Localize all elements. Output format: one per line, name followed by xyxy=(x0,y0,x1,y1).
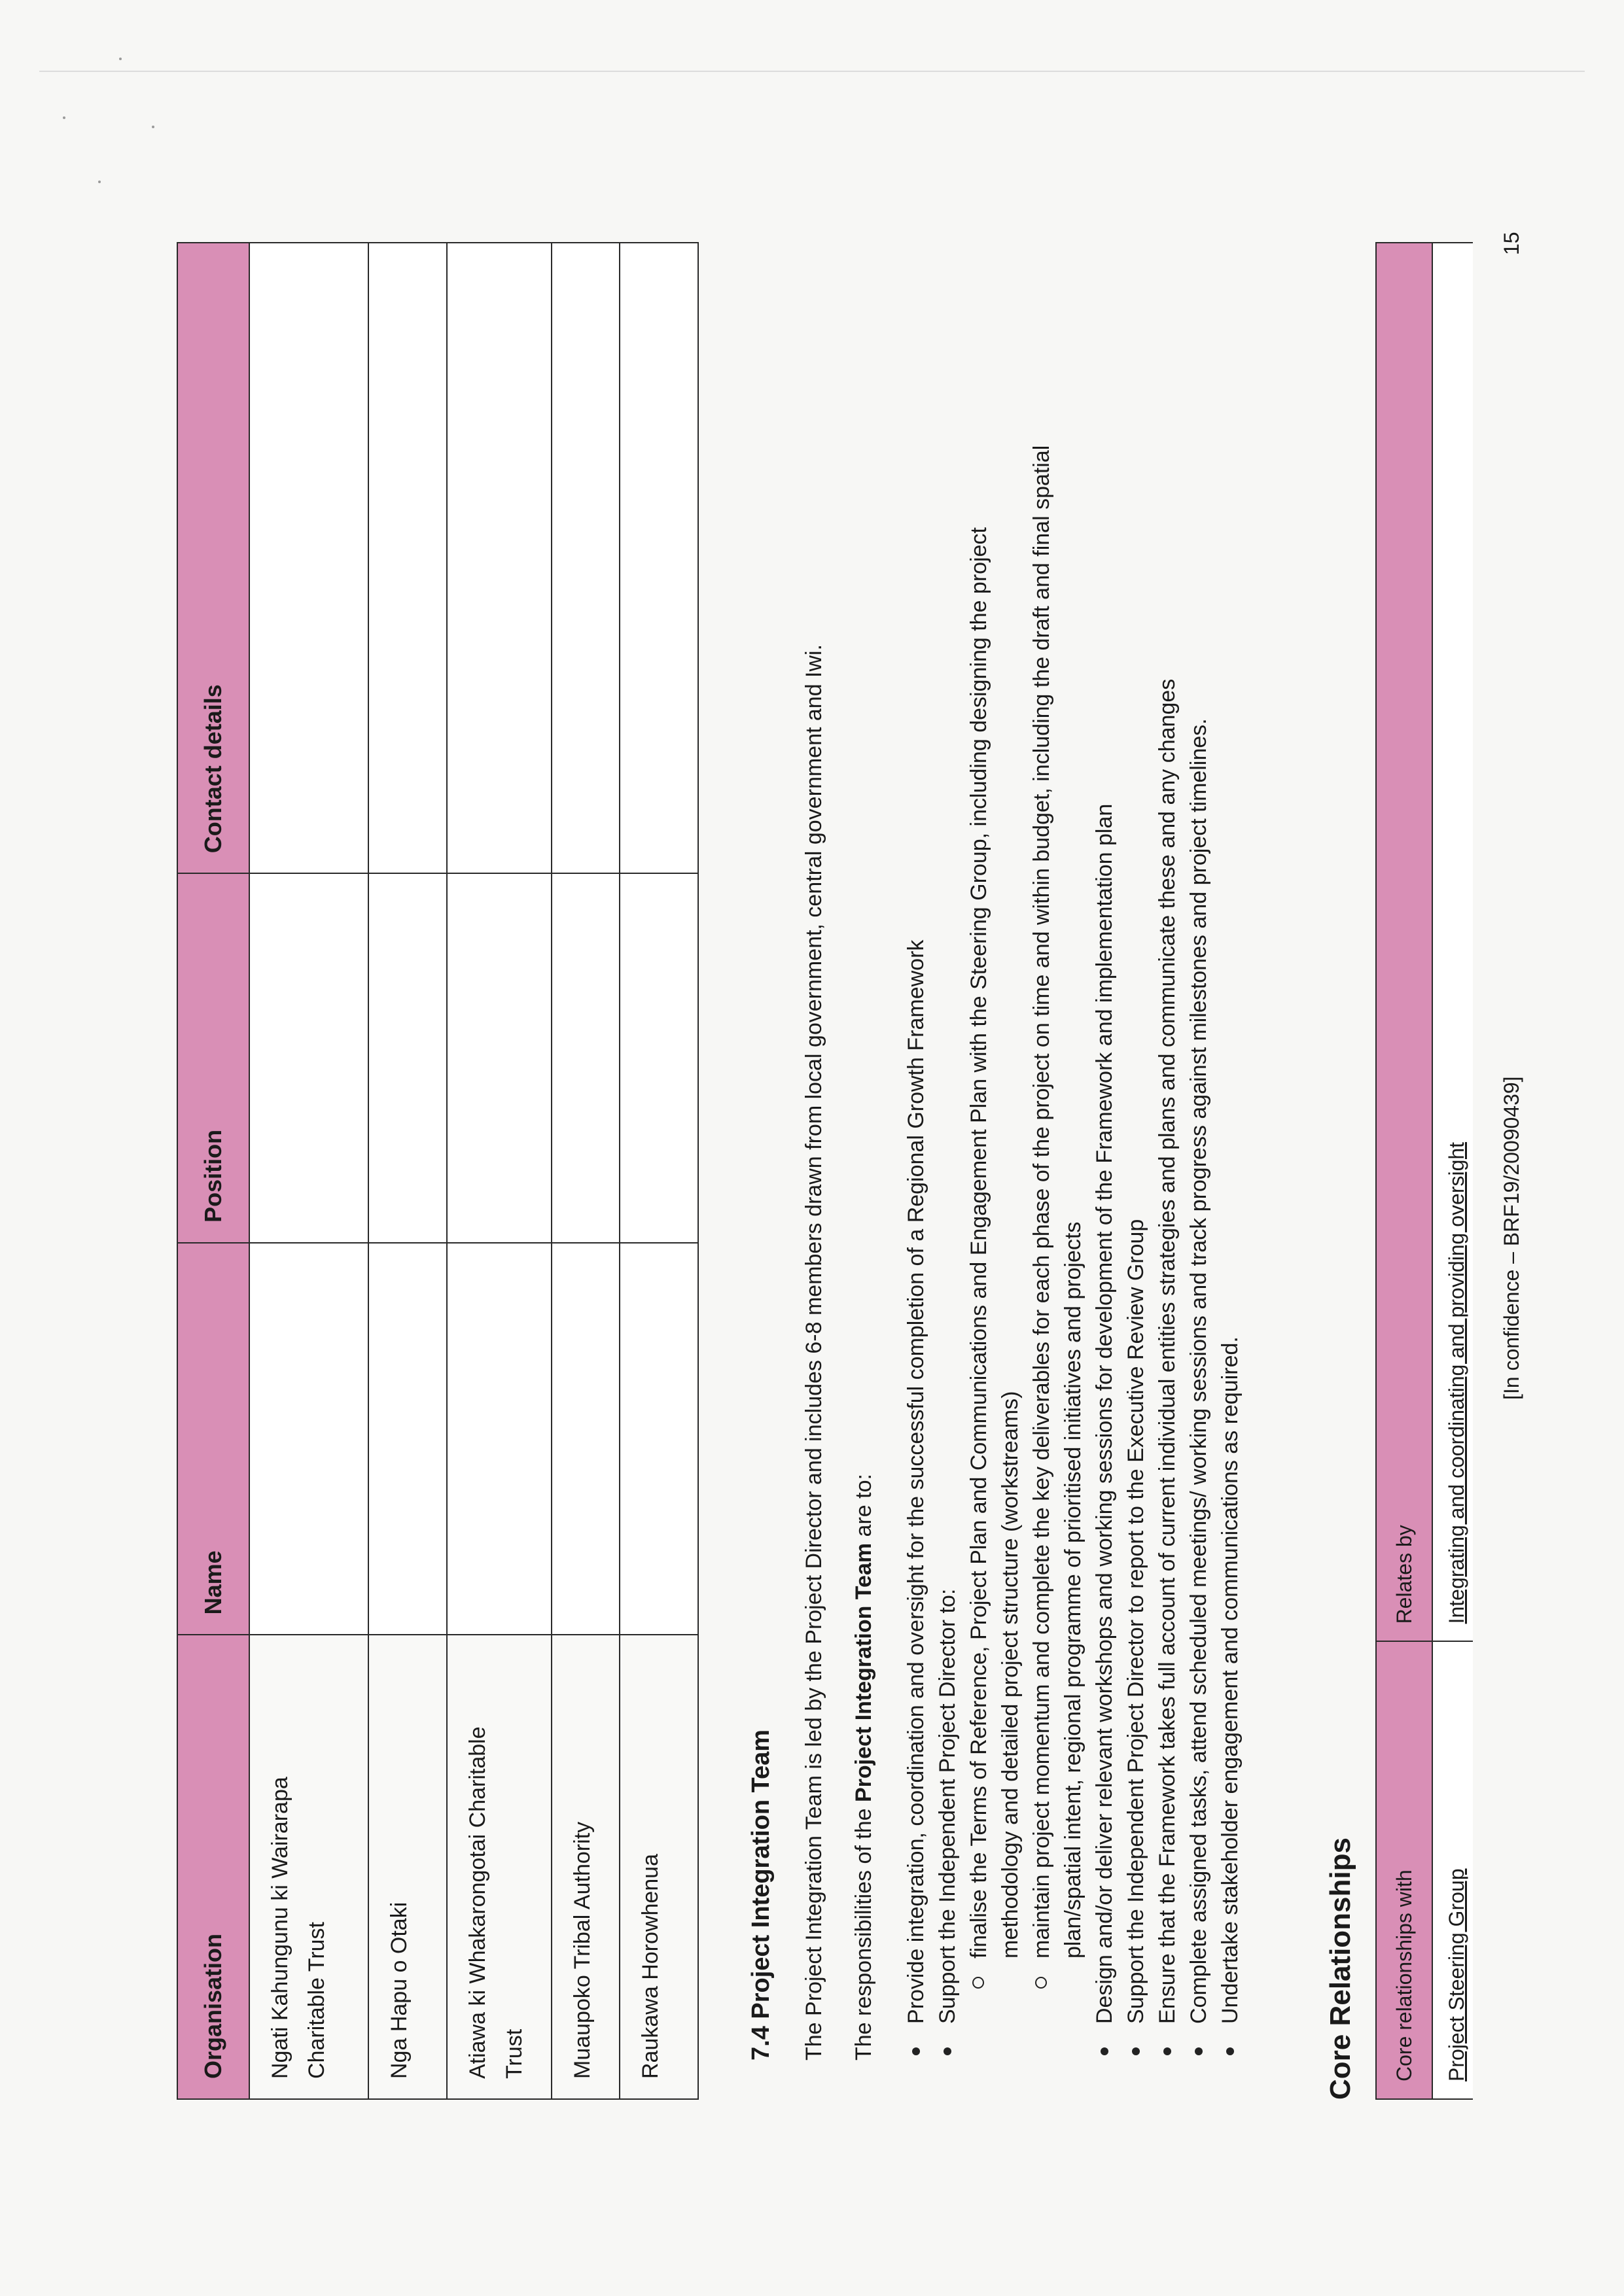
core-relationship-cell: Project Steering Group xyxy=(1432,1641,1473,2099)
intro-paragraph: The Project Integration Team is led by the Project Director and includes 6-8 members drawn from local government, central government and Iwi. xyxy=(802,644,826,2061)
list-item-text: Undertake stakeholder engagement and communications as required. xyxy=(1218,1336,1243,2024)
list-item xyxy=(932,445,1089,2061)
organisation-text: Trust xyxy=(502,2028,527,2079)
header-contact-details: Contact details xyxy=(177,243,249,873)
list-item-text: Ensure that the Framework takes full account of current individual entities strategies and plans and communicate these and any changes xyxy=(1155,678,1180,2024)
bullet-icon xyxy=(944,2047,951,2055)
sub-list-item-text: methodology and detailed project structure (workstreams) xyxy=(998,1391,1023,1958)
contact-cell xyxy=(620,243,698,873)
responsibilities-team-name: Project Integration Team xyxy=(851,1542,876,1803)
organisation-text: Atiawa ki Whakarongotai Charitable xyxy=(465,1726,490,2079)
list-item xyxy=(1183,445,1214,2061)
core-relationships-title: Core Relationships xyxy=(1324,1837,1356,2100)
contact-cell xyxy=(552,243,620,873)
bullet-icon xyxy=(1226,2047,1234,2055)
confidentiality-footer: [In confidence – BRF19/20090439] xyxy=(1500,1076,1523,1400)
sub-list-item-text: finalise the Terms of Reference, Project Plan and Communications and Engagement Plan with the Steering Group, including designing the project xyxy=(966,527,991,1958)
sub-list-item-text: maintain project momentum and complete the key deliverables for each phase of the project on time and within budget, including the draft and final spatial xyxy=(1029,445,1054,1958)
organisation-text: Nga Hapu o Otaki xyxy=(387,1902,412,2079)
page-number: 15 xyxy=(1500,232,1523,255)
sub-list xyxy=(963,445,1089,2024)
table-row xyxy=(552,243,620,2099)
contact-cell xyxy=(368,243,447,873)
organisation-cell xyxy=(249,1635,368,2099)
header-relates-by: Relates by xyxy=(1376,243,1432,1641)
list-item xyxy=(1152,445,1183,2061)
hollow-bullet-icon xyxy=(972,1977,984,1989)
list-item-text: Support the Independent Project Director to: xyxy=(935,1588,960,2024)
header-organisation: Organisation xyxy=(177,1635,249,2099)
organisation-text: Charitable Trust xyxy=(304,1922,329,2079)
position-cell xyxy=(249,873,368,1243)
list-item xyxy=(900,445,932,2061)
name-cell xyxy=(552,1243,620,1635)
name-cell xyxy=(368,1243,447,1635)
organisation-text: Raukawa Horowhenua xyxy=(638,1854,663,2079)
position-cell xyxy=(447,873,552,1243)
bullet-icon xyxy=(1132,2047,1140,2055)
bullet-icon xyxy=(1163,2047,1171,2055)
position-cell xyxy=(552,873,620,1243)
table-row xyxy=(249,243,368,2099)
table-row xyxy=(447,243,552,2099)
organisation-cell xyxy=(620,1635,698,2099)
name-cell xyxy=(620,1243,698,1635)
hollow-bullet-icon xyxy=(1035,1977,1047,1989)
bullet-icon xyxy=(1195,2047,1203,2055)
bullet-icon xyxy=(912,2047,920,2055)
organisation-text: Muaupoko Tribal Authority xyxy=(570,1821,595,2079)
relates-by-cell: Integrating and coordinating and providing oversight xyxy=(1432,243,1473,1641)
list-item xyxy=(1089,445,1120,2061)
responsibilities-prefix: The responsibilities of the xyxy=(851,1802,876,2061)
organisation-table xyxy=(177,242,699,2100)
contact-cell xyxy=(447,243,552,873)
sub-list-item xyxy=(963,445,1026,2024)
list-item-text: Support the Independent Project Director to report to the Executive Review Group xyxy=(1123,1219,1148,2024)
position-cell xyxy=(368,873,447,1243)
sub-list-item-text: plan/spatial intent, regional programme of prioritised initiatives and projects xyxy=(1061,1221,1086,1958)
position-cell xyxy=(620,873,698,1243)
list-item-text: Complete assigned tasks, attend scheduled meetings/ working sessions and track progress against milestones and project timelines. xyxy=(1186,718,1211,2024)
organisation-text: Ngati Kahungunu ki Wairarapa xyxy=(268,1777,292,2079)
bullet-icon xyxy=(1101,2047,1108,2055)
header-name: Name xyxy=(177,1243,249,1635)
contact-cell xyxy=(249,243,368,873)
organisation-cell xyxy=(552,1635,620,2099)
list-item-text: Provide integration, coordination and oversight for the successful completion of a Regional Growth Framework xyxy=(904,939,928,2024)
name-cell xyxy=(249,1243,368,1635)
section-title: 7.4 Project Integration Team xyxy=(747,1729,775,2061)
list-item xyxy=(1120,445,1152,2061)
header-position: Position xyxy=(177,873,249,1243)
sub-list-item xyxy=(1026,445,1089,2024)
list-item xyxy=(1214,445,1246,2061)
organisation-cell xyxy=(368,1635,447,2099)
table-row xyxy=(368,243,447,2099)
header-core-relationships-with: Core relationships with xyxy=(1376,1641,1432,2099)
table-row xyxy=(1432,243,1473,2099)
table-row xyxy=(620,243,698,2099)
organisation-cell xyxy=(447,1635,552,2099)
name-cell xyxy=(447,1243,552,1635)
responsibilities-lead xyxy=(849,1474,878,2061)
core-table-header xyxy=(1376,243,1432,2099)
responsibilities-suffix: are to: xyxy=(851,1474,876,1543)
responsibilities-list xyxy=(900,445,1246,2061)
list-item-text: Design and/or deliver relevant workshops and working sessions for development of the Framework and implementation plan xyxy=(1092,803,1117,2024)
organisation-table-header xyxy=(177,243,249,2099)
core-relationships-table xyxy=(1375,242,1473,2100)
